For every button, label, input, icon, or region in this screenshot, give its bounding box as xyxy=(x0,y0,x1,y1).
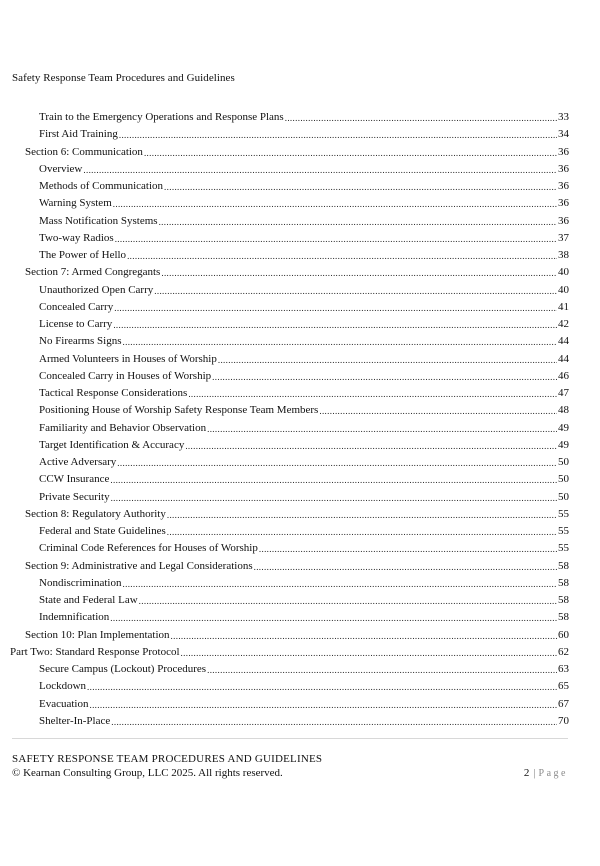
toc-entry-label: Part Two: Standard Response Protocol xyxy=(10,645,180,658)
toc-entry[interactable] xyxy=(10,645,569,659)
toc-entry[interactable] xyxy=(39,610,569,624)
toc-entry[interactable] xyxy=(25,145,569,159)
toc-entry-page: 46 xyxy=(558,369,569,382)
toc-entry-page: 42 xyxy=(558,318,569,330)
toc-entry[interactable] xyxy=(39,179,569,193)
toc-entry-label: License to Carry xyxy=(39,318,113,330)
toc-entry-page: 36 xyxy=(558,214,569,227)
toc-dot-leader xyxy=(123,578,558,590)
toc-entry-page: 41 xyxy=(558,300,569,313)
toc-entry-page: 47 xyxy=(558,387,569,399)
toc-entry-page: 44 xyxy=(558,352,569,365)
toc-entry[interactable] xyxy=(39,317,569,331)
toc-dot-leader xyxy=(113,198,557,210)
toc-dot-leader xyxy=(259,543,557,555)
toc-entry-page: 48 xyxy=(558,404,569,417)
toc-entry[interactable] xyxy=(39,248,569,262)
toc-entry-label: Two-way Radios xyxy=(39,231,114,244)
toc-entry-page: 40 xyxy=(558,266,569,279)
toc-entry-label: Concealed Carry xyxy=(39,300,114,313)
toc-entry-label: No Firearms Signs xyxy=(39,335,122,348)
toc-entry-label: Mass Notification Systems xyxy=(39,214,158,227)
toc-entry[interactable] xyxy=(39,127,569,141)
toc-entry-label: Target Identification & Accuracy xyxy=(39,438,185,451)
toc-entry-label: Positioning House of Worship Safety Response Team Members xyxy=(39,404,319,417)
toc-entry-label: Tactical Response Considerations xyxy=(39,387,188,399)
toc-entry-page: 55 xyxy=(558,542,569,555)
running-header: Safety Response Team Procedures and Guidelines xyxy=(12,72,235,84)
toc-entry-label: Private Security xyxy=(39,490,110,503)
toc-dot-leader xyxy=(110,612,557,624)
toc-dot-leader xyxy=(254,561,557,573)
toc-entry[interactable] xyxy=(39,334,569,348)
toc-entry-label: CCW Insurance xyxy=(39,473,110,486)
toc-entry-page: 62 xyxy=(558,645,569,658)
toc-dot-leader xyxy=(127,250,557,262)
toc-entry-page: 36 xyxy=(558,197,569,210)
toc-dot-leader xyxy=(111,492,557,504)
toc-entry-label: Federal and State Guidelines xyxy=(39,525,166,537)
toc-entry[interactable] xyxy=(25,507,569,521)
toc-entry[interactable] xyxy=(39,162,569,176)
toc-entry-label: Unauthorized Open Carry xyxy=(39,283,154,296)
toc-entry[interactable] xyxy=(39,403,569,417)
toc-dot-leader xyxy=(139,595,557,607)
toc-dot-leader xyxy=(207,664,557,676)
toc-entry-label: Section 7: Armed Congregants xyxy=(25,266,161,279)
toc-entry-page: 44 xyxy=(558,335,569,348)
page-separator: | xyxy=(533,767,536,779)
toc-entry-label: Methods of Communication xyxy=(39,180,164,192)
toc-dot-leader xyxy=(119,129,557,141)
footer-copyright: © Kearnan Consulting Group, LLC 2025. All rights reserved. xyxy=(12,767,283,779)
toc-dot-leader xyxy=(115,233,557,245)
toc-entry[interactable] xyxy=(39,352,569,366)
toc-entry[interactable] xyxy=(39,662,569,676)
page-word: Page xyxy=(538,768,568,779)
toc-entry-page: 70 xyxy=(558,714,569,727)
toc-entry[interactable] xyxy=(39,593,569,607)
toc-entry-page: 63 xyxy=(558,663,569,675)
toc-entry-label: Section 8: Regulatory Authority xyxy=(25,507,166,520)
toc-entry-page: 38 xyxy=(558,249,569,261)
toc-entry-label: Warning System xyxy=(39,197,112,210)
toc-dot-leader xyxy=(144,147,557,159)
toc-dot-leader xyxy=(171,630,557,642)
toc-dot-leader xyxy=(212,371,557,383)
toc-entry[interactable] xyxy=(25,559,569,573)
toc-entry-page: 67 xyxy=(558,697,569,710)
toc-entry-page: 58 xyxy=(558,559,569,572)
toc-entry-label: Lockdown xyxy=(39,680,87,693)
toc-entry-label: Section 10: Plan Implementation xyxy=(25,628,170,641)
toc-entry-label: Criminal Code References for Houses of Worship xyxy=(39,542,258,555)
page-number: 2 xyxy=(523,767,530,779)
toc-entry[interactable] xyxy=(39,490,569,504)
toc-entry-page: 36 xyxy=(558,145,569,158)
toc-entry-label: Overview xyxy=(39,162,83,175)
toc-dot-leader xyxy=(185,440,557,452)
toc-entry[interactable] xyxy=(39,679,569,693)
toc-entry-page: 49 xyxy=(558,421,569,434)
toc-entry[interactable] xyxy=(39,196,569,210)
toc-dot-leader xyxy=(159,216,557,228)
toc-dot-leader xyxy=(207,423,557,435)
toc-dot-leader xyxy=(111,716,557,728)
toc-entry-page: 50 xyxy=(558,490,569,503)
toc-entry[interactable] xyxy=(39,369,569,383)
toc-entry[interactable] xyxy=(39,421,569,435)
toc-entry-label: The Power of Hello xyxy=(39,249,127,261)
toc-entry-page: 50 xyxy=(558,456,569,468)
toc-dot-leader xyxy=(89,699,557,711)
toc-dot-leader xyxy=(319,405,557,417)
toc-entry[interactable] xyxy=(39,697,569,711)
toc-entry-label: Shelter-In-Place xyxy=(39,714,111,727)
toc-entry-label: Section 9: Administrative and Legal Considerations xyxy=(25,559,253,572)
toc-entry-label: Evacuation xyxy=(39,697,89,710)
toc-entry-label: Section 6: Communication xyxy=(25,145,143,158)
toc-entry-page: 65 xyxy=(558,680,569,693)
toc-dot-leader xyxy=(110,474,557,486)
toc-dot-leader xyxy=(87,681,557,693)
toc-entry-page: 40 xyxy=(558,283,569,296)
toc-entry-label: Concealed Carry in Houses of Worship xyxy=(39,369,212,382)
toc-entry[interactable] xyxy=(39,438,569,452)
toc-entry[interactable] xyxy=(39,472,569,486)
toc-entry-page: 36 xyxy=(558,162,569,175)
toc-entry-label: Nondiscrimination xyxy=(39,576,122,589)
toc-dot-leader xyxy=(181,647,557,659)
toc-entry[interactable] xyxy=(39,524,569,538)
toc-entry-label: Train to the Emergency Operations and Response Plans xyxy=(39,111,284,123)
page-number-block xyxy=(524,766,568,781)
toc-entry[interactable] xyxy=(39,110,569,124)
toc-entry[interactable] xyxy=(39,214,569,228)
toc-entry-label: Familiarity and Behavior Observation xyxy=(39,421,207,434)
toc-entry-label: First Aid Training xyxy=(39,128,118,141)
toc-entry[interactable] xyxy=(39,714,569,728)
toc-dot-leader xyxy=(164,181,557,193)
toc-entry-page: 58 xyxy=(558,611,569,624)
toc-entry-page: 49 xyxy=(558,438,569,451)
toc-dot-leader xyxy=(218,354,557,366)
toc-dot-leader xyxy=(114,302,557,314)
toc-dot-leader xyxy=(161,267,557,279)
footer-divider xyxy=(12,738,568,739)
toc-dot-leader xyxy=(123,336,558,348)
toc-dot-leader xyxy=(117,457,557,469)
toc-entry[interactable] xyxy=(39,541,569,555)
toc-entry[interactable] xyxy=(39,455,569,469)
toc-entry-page: 60 xyxy=(558,628,569,641)
toc-entry-page: 58 xyxy=(558,594,569,606)
toc-entry-page: 37 xyxy=(558,231,569,244)
toc-entry[interactable] xyxy=(39,283,569,297)
toc-entry-page: 58 xyxy=(558,576,569,589)
toc-dot-leader xyxy=(285,112,557,124)
toc-entry-page: 55 xyxy=(558,525,569,537)
toc-entry-page: 36 xyxy=(558,180,569,192)
toc-entry-label: Secure Campus (Lockout) Procedures xyxy=(39,663,207,675)
toc-entry[interactable] xyxy=(25,628,569,642)
footer-title: SAFETY RESPONSE TEAM PROCEDURES AND GUIDELINES xyxy=(12,753,323,765)
toc-dot-leader xyxy=(188,388,557,400)
toc-dot-leader xyxy=(154,285,557,297)
toc-entry[interactable] xyxy=(39,576,569,590)
toc-entry-label: Armed Volunteers in Houses of Worship xyxy=(39,352,217,365)
toc-entry-label: State and Federal Law xyxy=(39,594,138,606)
toc-entry[interactable] xyxy=(39,300,569,314)
toc-dot-leader xyxy=(83,164,557,176)
toc-entry-page: 34 xyxy=(558,128,569,141)
toc-dot-leader xyxy=(167,526,557,538)
toc-dot-leader xyxy=(113,319,557,331)
toc-entry-page: 50 xyxy=(558,473,569,486)
toc-dot-leader xyxy=(167,509,557,521)
toc-entry-label: Indemnification xyxy=(39,611,110,624)
toc-entry-page: 33 xyxy=(558,111,569,123)
toc-entry[interactable] xyxy=(25,265,569,279)
toc-entry[interactable] xyxy=(39,231,569,245)
toc-entry-page: 55 xyxy=(558,507,569,520)
toc-entry[interactable] xyxy=(39,386,569,400)
toc-entry-label: Active Adversary xyxy=(39,456,117,468)
